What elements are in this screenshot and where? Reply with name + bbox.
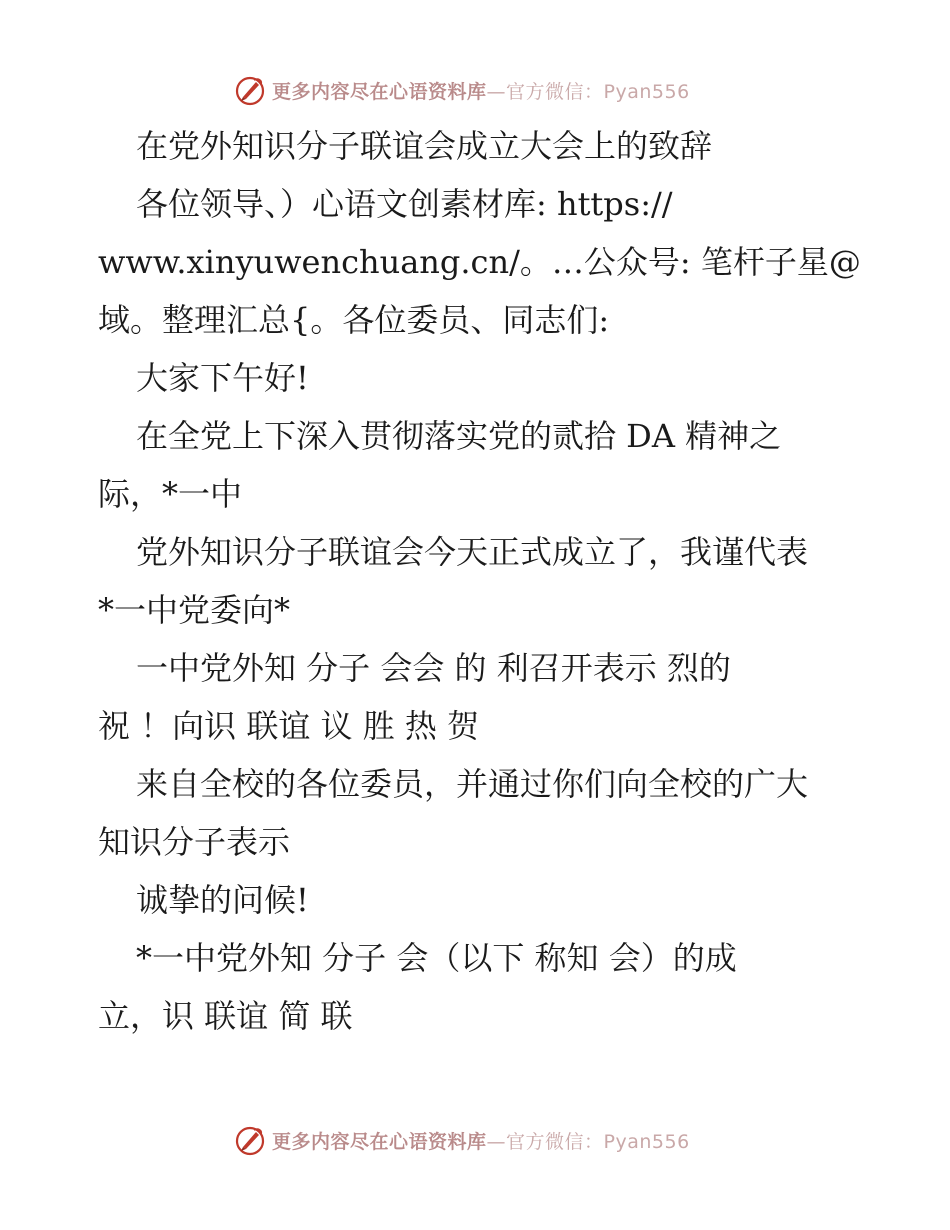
document-line: *一中党外知 分子 会（以下 称知 会）的成	[136, 939, 737, 977]
document-line: 在全党上下深入贯彻落实党的贰拾 DA 精神之	[136, 417, 782, 455]
header-brand: 更多内容尽在心语资料库	[272, 80, 487, 103]
footer-handle: Pyan556	[603, 1130, 690, 1153]
header-official: 官方微信：	[506, 80, 604, 103]
footer-official: 官方微信：	[506, 1130, 604, 1153]
document-line: www.xinyuwenchuang.cn/。…公众号: 笔杆子星@	[98, 243, 861, 281]
document-line: 诚挚的问候!	[136, 881, 309, 919]
header-text	[272, 77, 690, 104]
document-line: 来自全校的各位委员，并通过你们向全校的广大	[136, 765, 809, 803]
document-line: 际，*一中	[98, 475, 243, 513]
document-line: 各位领导、）心语文创素材库: https://	[136, 185, 673, 223]
document-line: 大家下午好!	[136, 359, 309, 397]
document-line: 一中党外知 分子 会会 的 利召开表示 烈的	[136, 649, 731, 687]
header-watermark	[234, 72, 690, 108]
document-line: 党外知识分子联谊会今天正式成立了，我谨代表	[136, 533, 809, 571]
footer-watermark	[234, 1122, 690, 1158]
footer-separator: —	[486, 1130, 507, 1153]
quill-pen-seal-icon	[234, 74, 266, 106]
document-body	[98, 117, 878, 1045]
footer-text	[272, 1127, 690, 1154]
document-line: 祝 ！向识 联谊 议 胜 热 贺	[98, 707, 480, 745]
document-line: 知识分子表示	[98, 823, 291, 861]
document-line: 立，识 联谊 简 联	[98, 997, 353, 1035]
quill-pen-seal-icon	[234, 1124, 266, 1156]
footer-brand: 更多内容尽在心语资料库	[272, 1130, 487, 1153]
header-handle: Pyan556	[603, 80, 690, 103]
document-line: 域。整理汇总{。各位委员、同志们:	[98, 301, 610, 339]
document-line: *一中党委向*	[98, 591, 291, 629]
document-line: 在党外知识分子联谊会成立大会上的致辞	[136, 127, 713, 165]
header-separator: —	[486, 80, 507, 103]
